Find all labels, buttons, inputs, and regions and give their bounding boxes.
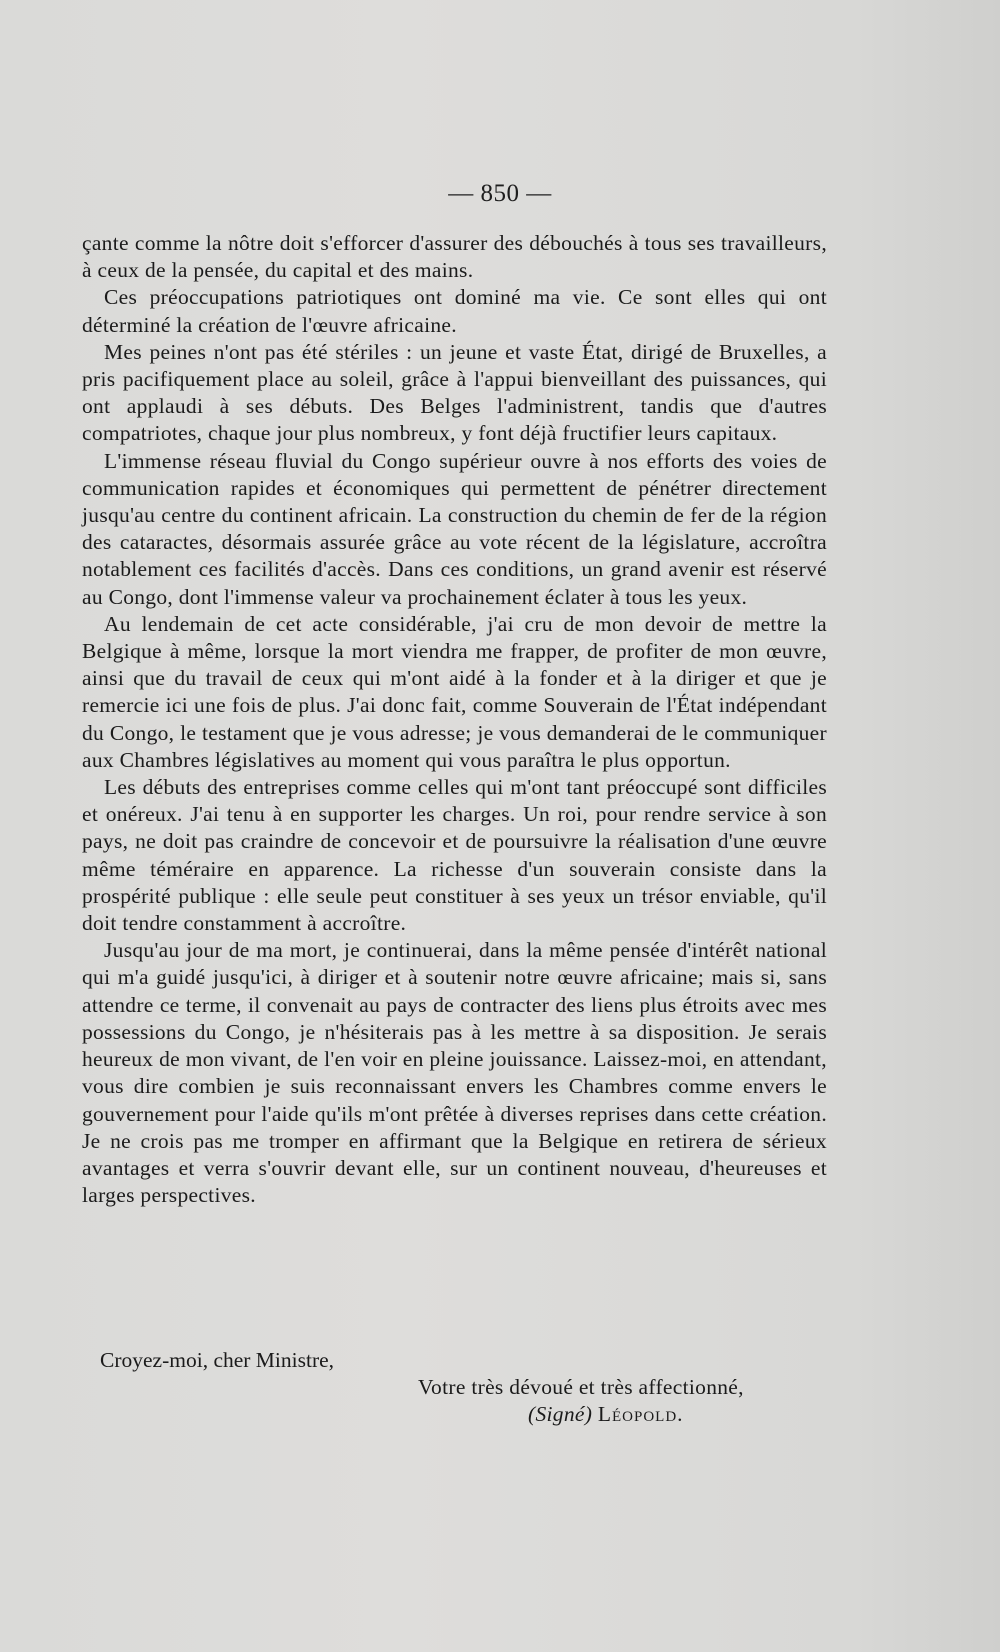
valediction: Votre très dévoué et très affectionné, bbox=[418, 1375, 744, 1399]
paragraph: Jusqu'au jour de ma mort, je continuerai, dans la même pensée d'intérêt national qui m'a guidé jusqu'ici, à diriger et à soutenir notre œuvre africaine; mais si, sans attendre ce terme, il convenait au pays de contracter des liens plus étroits avec mes possessions du Congo, je n'hésiterais pas à les mettre à sa disposition. Je serais heureux de mon vivant, de l'en voir en pleine jouissance. Laissez-moi, en attendant, vous dire combien je suis reconnaissant envers les Chambres comme envers le gouvernement pour l'aide qu'ils m'ont prêtée à diverses reprises dans cette création. Je ne crois pas me tromper en affirmant que la Belgique en retirera de sérieux avantages et verra s'ouvrir devant elle, sur un continent nouveau, d'heureuses et larges perspectives. bbox=[82, 938, 827, 1208]
page-number: — 850 — bbox=[448, 180, 552, 207]
paragraph: Au lendemain de cet acte considérable, j'ai cru de mon devoir de mettre la Belgique à même, lorsque la mort viendra me frapper, de profiter de mon œuvre, ainsi que du travail de ceux qui m'ont aidé à la fonder et à la diriger et que je remercie ici une fois de plus. J'ai donc fait, comme Souverain de l'État indépendant du Congo, le testament que je vous adresse; je vous demanderai de le communiquer aux Chambres législatives au moment qui vous paraîtra le plus opportun. bbox=[82, 611, 827, 772]
closing-salutation: Croyez-moi, cher Ministre, bbox=[100, 1348, 335, 1372]
paragraph: Mes peines n'ont pas été stériles : un jeune et vaste État, dirigé de Bruxelles, a pris pacifiquement place au soleil, grâce à l'appui bienveillant des puissances, qui ont applaudi à ses débuts. Des Belges l'administrent, tandis que d'autres compatriotes, chaque jour plus nombreux, y font déjà fructifier leurs capitaux. bbox=[82, 339, 827, 446]
signature-name: Léopold. bbox=[597, 1402, 684, 1426]
letter-body bbox=[82, 230, 827, 1209]
paragraph: L'immense réseau fluvial du Congo supérieur ouvre à nos efforts des voies de communication rapides et économiques qui permettent de pénétrer directement jusqu'au centre du continent africain. La construction du chemin de fer de la région des cataractes, désormais assurée grâce au vote récent de la législature, accroîtra notablement ces facilités d'accès. Dans ces conditions, un grand avenir est réservé au Congo, dont l'immense valeur va prochainement éclater à tous les yeux. bbox=[82, 448, 827, 609]
paragraph: Les débuts des entreprises comme celles qui m'ont tant préoccupé sont difficiles et onéreux. J'ai tenu à en supporter les charges. Un roi, pour rendre service à son pays, ne doit pas craindre de concevoir et de poursuivre la réalisation d'une œuvre même téméraire en apparence. La richesse d'un souverain consiste dans la prospérité publique : elle seule peut constituer à ses yeux un trésor enviable, qu'il doit tendre constamment à accroître. bbox=[82, 775, 827, 936]
paragraph: Ces préoccupations patriotiques ont dominé ma vie. Ce sont elles qui ont déterminé la création de l'œuvre africaine. bbox=[82, 285, 827, 337]
signed-mark: (Signé) bbox=[528, 1402, 593, 1426]
signature-line bbox=[528, 1402, 684, 1427]
paragraph-continuation: çante comme la nôtre doit s'efforcer d'assurer des débouchés à tous ses travailleurs, à ceux de la pensée, du capital et des mains. bbox=[82, 231, 827, 283]
